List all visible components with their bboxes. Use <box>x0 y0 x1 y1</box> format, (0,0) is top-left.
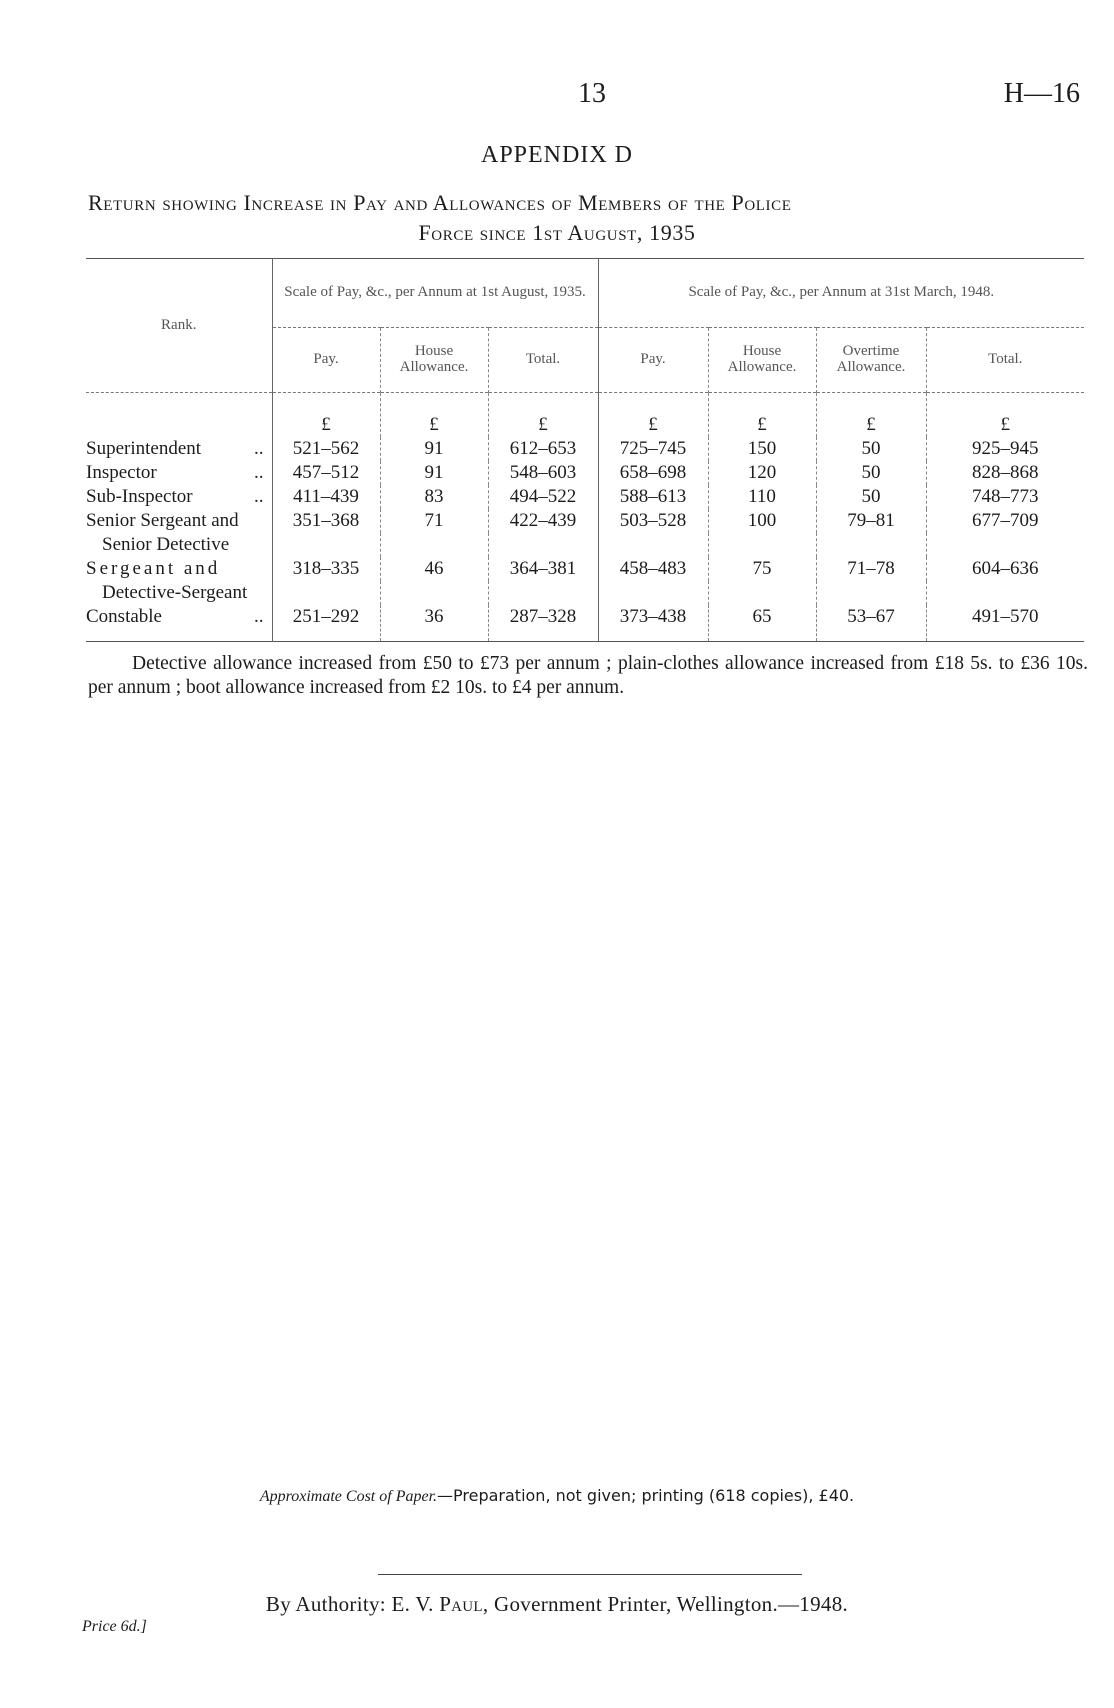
unit-symbol: £ <box>598 393 708 438</box>
authority-suffix: , Government Printer, Wellington.—1948. <box>482 1592 849 1616</box>
rank-cell <box>86 485 272 509</box>
leader-dots: .. <box>254 606 264 627</box>
table-row-continuation <box>86 533 1084 557</box>
pay-1948-cell: 588–613 <box>598 485 708 509</box>
table-row-continuation <box>86 581 1084 605</box>
table-row <box>86 485 1084 509</box>
total-1948-cell: 748–773 <box>926 485 1084 509</box>
house-1948-cell: 75 <box>708 557 816 581</box>
table-row <box>86 461 1084 485</box>
unit-row <box>86 393 1084 438</box>
printer-name: Paul <box>439 1592 483 1616</box>
overtime-1948-cell: 50 <box>816 437 926 461</box>
unit-symbol: £ <box>708 393 816 438</box>
unit-symbol: £ <box>380 393 488 438</box>
table-row <box>86 605 1084 642</box>
cost-of-paper-line <box>0 1486 1114 1506</box>
unit-symbol: £ <box>816 393 926 438</box>
table-row <box>86 437 1084 461</box>
total-1948-cell: 491–570 <box>926 605 1084 642</box>
overtime-1948-cell: 71–78 <box>816 557 926 581</box>
price-label: Price 6d.] <box>82 1618 147 1635</box>
pay-1935-cell: 318–335 <box>272 557 380 581</box>
rank-cell <box>86 605 272 642</box>
total-1935-cell: 612–653 <box>488 437 598 461</box>
pay-1935-cell: 521–562 <box>272 437 380 461</box>
pay-allowances-table <box>86 258 1084 642</box>
header-total-1935: Total. <box>488 328 598 393</box>
total-1948-cell: 925–945 <box>926 437 1084 461</box>
rank-label: Superintendent <box>86 438 202 459</box>
page-number: 13 <box>578 78 606 109</box>
overtime-1948-cell: 79–81 <box>816 509 926 533</box>
unit-symbol: £ <box>488 393 598 438</box>
header-group-1935: Scale of Pay, &c., per Annum at 1st August, 1935. <box>272 259 598 328</box>
table-row <box>86 557 1084 581</box>
header-overtime-allowance-1948: Overtime Allowance. <box>816 328 926 393</box>
cost-text: —Preparation, not given; printing (618 copies), £40. <box>437 1486 855 1505</box>
house-1948-cell: 65 <box>708 605 816 642</box>
leader-dots: .. <box>254 462 264 483</box>
header-total-1948: Total. <box>926 328 1084 393</box>
header-group-1948: Scale of Pay, &c., per Annum at 31st March, 1948. <box>598 259 1084 328</box>
total-1948-cell: 828–868 <box>926 461 1084 485</box>
rank-label-continuation: Senior Detective <box>102 534 230 555</box>
house-1935-cell: 46 <box>380 557 488 581</box>
rank-label-continuation: Detective-Sergeant <box>102 582 248 603</box>
house-1935-cell: 83 <box>380 485 488 509</box>
pay-1948-cell: 658–698 <box>598 461 708 485</box>
overtime-1948-cell: 50 <box>816 461 926 485</box>
authority-line <box>0 1592 1114 1617</box>
table-row <box>86 509 1084 533</box>
pay-1948-cell: 725–745 <box>598 437 708 461</box>
total-1948-cell: 604–636 <box>926 557 1084 581</box>
house-1935-cell: 91 <box>380 461 488 485</box>
rank-label: Constable <box>86 606 162 627</box>
header-house-allowance-1948: House Allowance. <box>708 328 816 393</box>
house-1948-cell: 110 <box>708 485 816 509</box>
pay-1935-cell: 411–439 <box>272 485 380 509</box>
overtime-1948-cell: 53–67 <box>816 605 926 642</box>
table-title-line-1: Return showing Increase in Pay and Allowances of Members of the Police <box>88 190 792 215</box>
pay-1948-cell: 373–438 <box>598 605 708 642</box>
pay-1935-cell: 351–368 <box>272 509 380 533</box>
table-title-line-2: Force since 1st August, 1935 <box>418 220 696 245</box>
total-1935-cell: 548–603 <box>488 461 598 485</box>
divider-rule <box>378 1574 802 1575</box>
total-1935-cell: 287–328 <box>488 605 598 642</box>
rank-cell <box>86 461 272 485</box>
house-1935-cell: 71 <box>380 509 488 533</box>
pay-1935-cell: 251–292 <box>272 605 380 642</box>
total-1935-cell: 422–439 <box>488 509 598 533</box>
leader-dots: .. <box>254 438 264 459</box>
rank-cell <box>86 437 272 461</box>
total-1935-cell: 364–381 <box>488 557 598 581</box>
house-1935-cell: 91 <box>380 437 488 461</box>
leader-dots: .. <box>254 486 264 507</box>
authority-prefix: By Authority: E. V. <box>265 1592 440 1616</box>
header-rank: Rank. <box>161 316 197 333</box>
house-1935-cell: 36 <box>380 605 488 642</box>
house-1948-cell: 120 <box>708 461 816 485</box>
rank-label: Inspector <box>86 462 157 483</box>
total-1935-cell: 494–522 <box>488 485 598 509</box>
unit-symbol: £ <box>926 393 1084 438</box>
cost-label: Approximate Cost of Paper. <box>259 1488 438 1505</box>
pay-1948-cell: 503–528 <box>598 509 708 533</box>
header-pay-1935: Pay. <box>272 328 380 393</box>
appendix-title: APPENDIX D <box>480 142 633 168</box>
pay-1948-cell: 458–483 <box>598 557 708 581</box>
header-house-allowance-1935: House Allowance. <box>380 328 488 393</box>
rank-label: Sub-Inspector <box>86 486 193 507</box>
total-1948-cell: 677–709 <box>926 509 1084 533</box>
header-pay-1948: Pay. <box>598 328 708 393</box>
rank-label: Sergeant and <box>86 558 221 579</box>
document-reference: H—16 <box>1003 78 1080 109</box>
unit-symbol: £ <box>272 393 380 438</box>
footnote-paragraph: Detective allowance increased from £50 to £73 per annum ; plain-clothes allowance increased from £18 5s. to £36 10s. per annum ; boot allowance increased from £2 10s. to £4 per annum. <box>88 653 1088 698</box>
overtime-1948-cell: 50 <box>816 485 926 509</box>
house-1948-cell: 100 <box>708 509 816 533</box>
pay-1935-cell: 457–512 <box>272 461 380 485</box>
house-1948-cell: 150 <box>708 437 816 461</box>
rank-label: Senior Sergeant and <box>86 510 239 531</box>
